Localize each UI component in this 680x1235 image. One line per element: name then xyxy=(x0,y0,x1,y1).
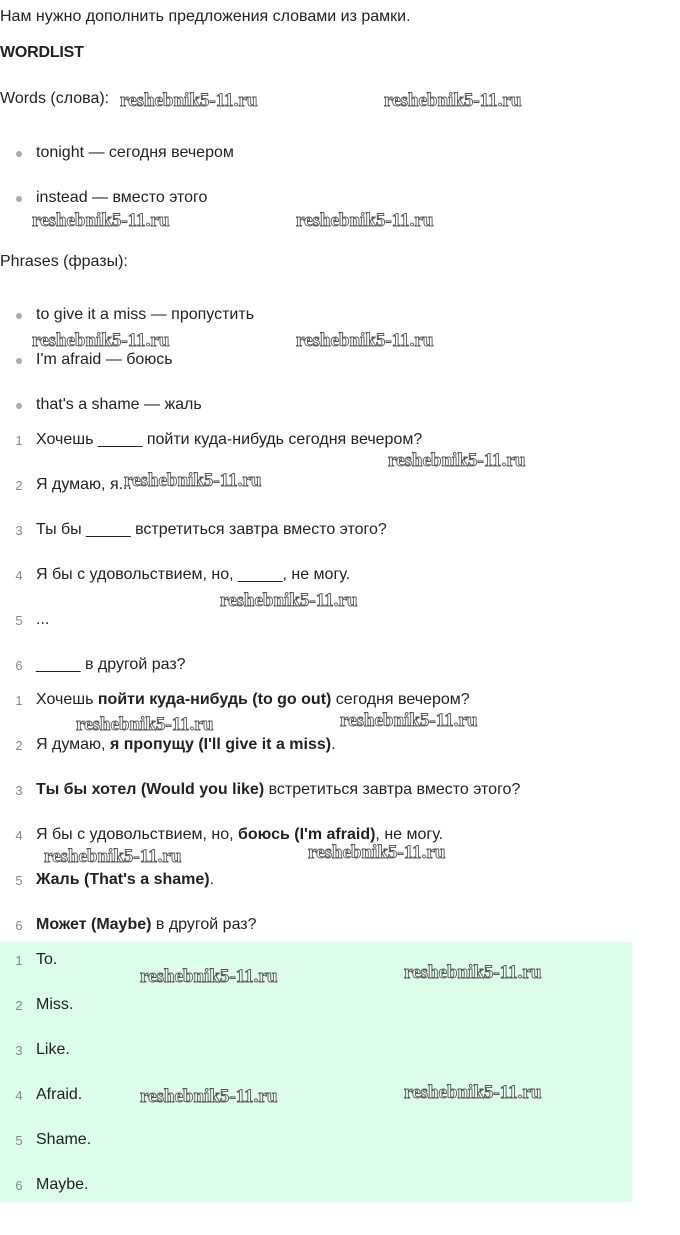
task-sentence: ... xyxy=(36,611,50,628)
list-number: 1 xyxy=(15,693,23,708)
list-number: 1 xyxy=(15,953,23,968)
watermark: reshebnik5-11.ru xyxy=(120,90,258,111)
answer-word: To. xyxy=(36,951,58,968)
task-sentence: Хочешь _____ пойти куда-нибудь сегодня вечером? xyxy=(36,431,423,448)
bullet-dot xyxy=(16,403,22,409)
watermark: reshebnik5-11.ru xyxy=(340,710,478,731)
watermark: reshebnik5-11.ru xyxy=(32,210,170,231)
answer-word: Afraid. xyxy=(36,1086,83,1103)
translation-sentence: Я бы с удовольствием, но, боюсь (I'm afraid), не могу. xyxy=(36,826,444,843)
phrase-item: to give it a miss — пропустить xyxy=(36,306,255,323)
watermark: reshebnik5-11.ru xyxy=(388,450,526,471)
watermark: reshebnik5-11.ru xyxy=(220,590,358,611)
translation-sentence: Ты бы хотел (Would you like) встретиться завтра вместо этого? xyxy=(36,781,521,798)
list-number: 2 xyxy=(15,478,23,493)
list-number: 5 xyxy=(15,613,23,628)
word-item: instead — вместо этого xyxy=(36,189,208,206)
list-number: 6 xyxy=(15,1178,23,1193)
intro-text: Нам нужно дополнить предложения словами из рамки. xyxy=(0,8,411,25)
list-number: 6 xyxy=(15,658,23,673)
list-number: 2 xyxy=(15,998,23,1013)
task-sentence: _____ в другой раз? xyxy=(36,656,186,673)
list-number: 3 xyxy=(15,1043,23,1058)
translation-sentence: Я думаю, я пропущу (I'll give it a miss). xyxy=(36,736,336,753)
answer-word: Shame. xyxy=(36,1131,92,1148)
bullet-dot xyxy=(16,313,22,319)
list-number: 4 xyxy=(15,1088,23,1103)
list-number: 3 xyxy=(15,783,23,798)
list-number: 5 xyxy=(15,1133,23,1148)
bullet-dot xyxy=(16,151,22,157)
watermark: reshebnik5-11.ru xyxy=(404,1082,542,1103)
list-number: 2 xyxy=(15,738,23,753)
task-sentence: Я бы с удовольствием, но, _____, не могу. xyxy=(36,566,351,583)
answer-word: Miss. xyxy=(36,996,74,1013)
word-item: tonight — сегодня вечером xyxy=(36,144,234,161)
watermark: reshebnik5-11.ru xyxy=(140,966,278,987)
bullet-dot xyxy=(16,358,22,364)
phrase-item: that's a shame — жаль xyxy=(36,396,202,413)
watermark: reshebnik5-11.ru xyxy=(384,90,522,111)
translation-sentence: Хочешь пойти куда-нибудь (to go out) сегодня вечером? xyxy=(36,691,470,708)
phrases-label: Phrases (фразы): xyxy=(0,253,128,270)
watermark: reshebnik5-11.ru xyxy=(76,714,214,735)
watermark: reshebnik5-11.ru xyxy=(296,330,434,351)
watermark: reshebnik5-11.ru xyxy=(140,1086,278,1107)
watermark: reshebnik5-11.ru xyxy=(404,962,542,983)
list-number: 5 xyxy=(15,873,23,888)
list-number: 4 xyxy=(15,828,23,843)
list-number: 1 xyxy=(15,433,23,448)
bullet-dot xyxy=(16,196,22,202)
answer-word: Like. xyxy=(36,1041,70,1058)
words-label: Words (слова): xyxy=(0,90,110,107)
task-sentence: Я думаю, я... xyxy=(36,476,132,493)
list-number: 3 xyxy=(15,523,23,538)
watermark: reshebnik5-11.ru xyxy=(124,470,262,491)
watermark: reshebnik5-11.ru xyxy=(44,846,182,867)
translation-sentence: Может (Maybe) в другой раз? xyxy=(36,916,257,933)
translation-sentence: Жаль (That's a shame). xyxy=(36,871,215,888)
watermark: reshebnik5-11.ru xyxy=(296,210,434,231)
phrase-item: I'm afraid — боюсь xyxy=(36,351,173,368)
list-number: 4 xyxy=(15,568,23,583)
task-sentence: Ты бы _____ встретиться завтра вместо этого? xyxy=(36,521,387,538)
watermark: reshebnik5-11.ru xyxy=(308,842,446,863)
watermark: reshebnik5-11.ru xyxy=(32,330,170,351)
list-number: 6 xyxy=(15,918,23,933)
wordlist-heading: WORDLIST xyxy=(0,44,84,61)
answer-word: Maybe. xyxy=(36,1176,89,1193)
